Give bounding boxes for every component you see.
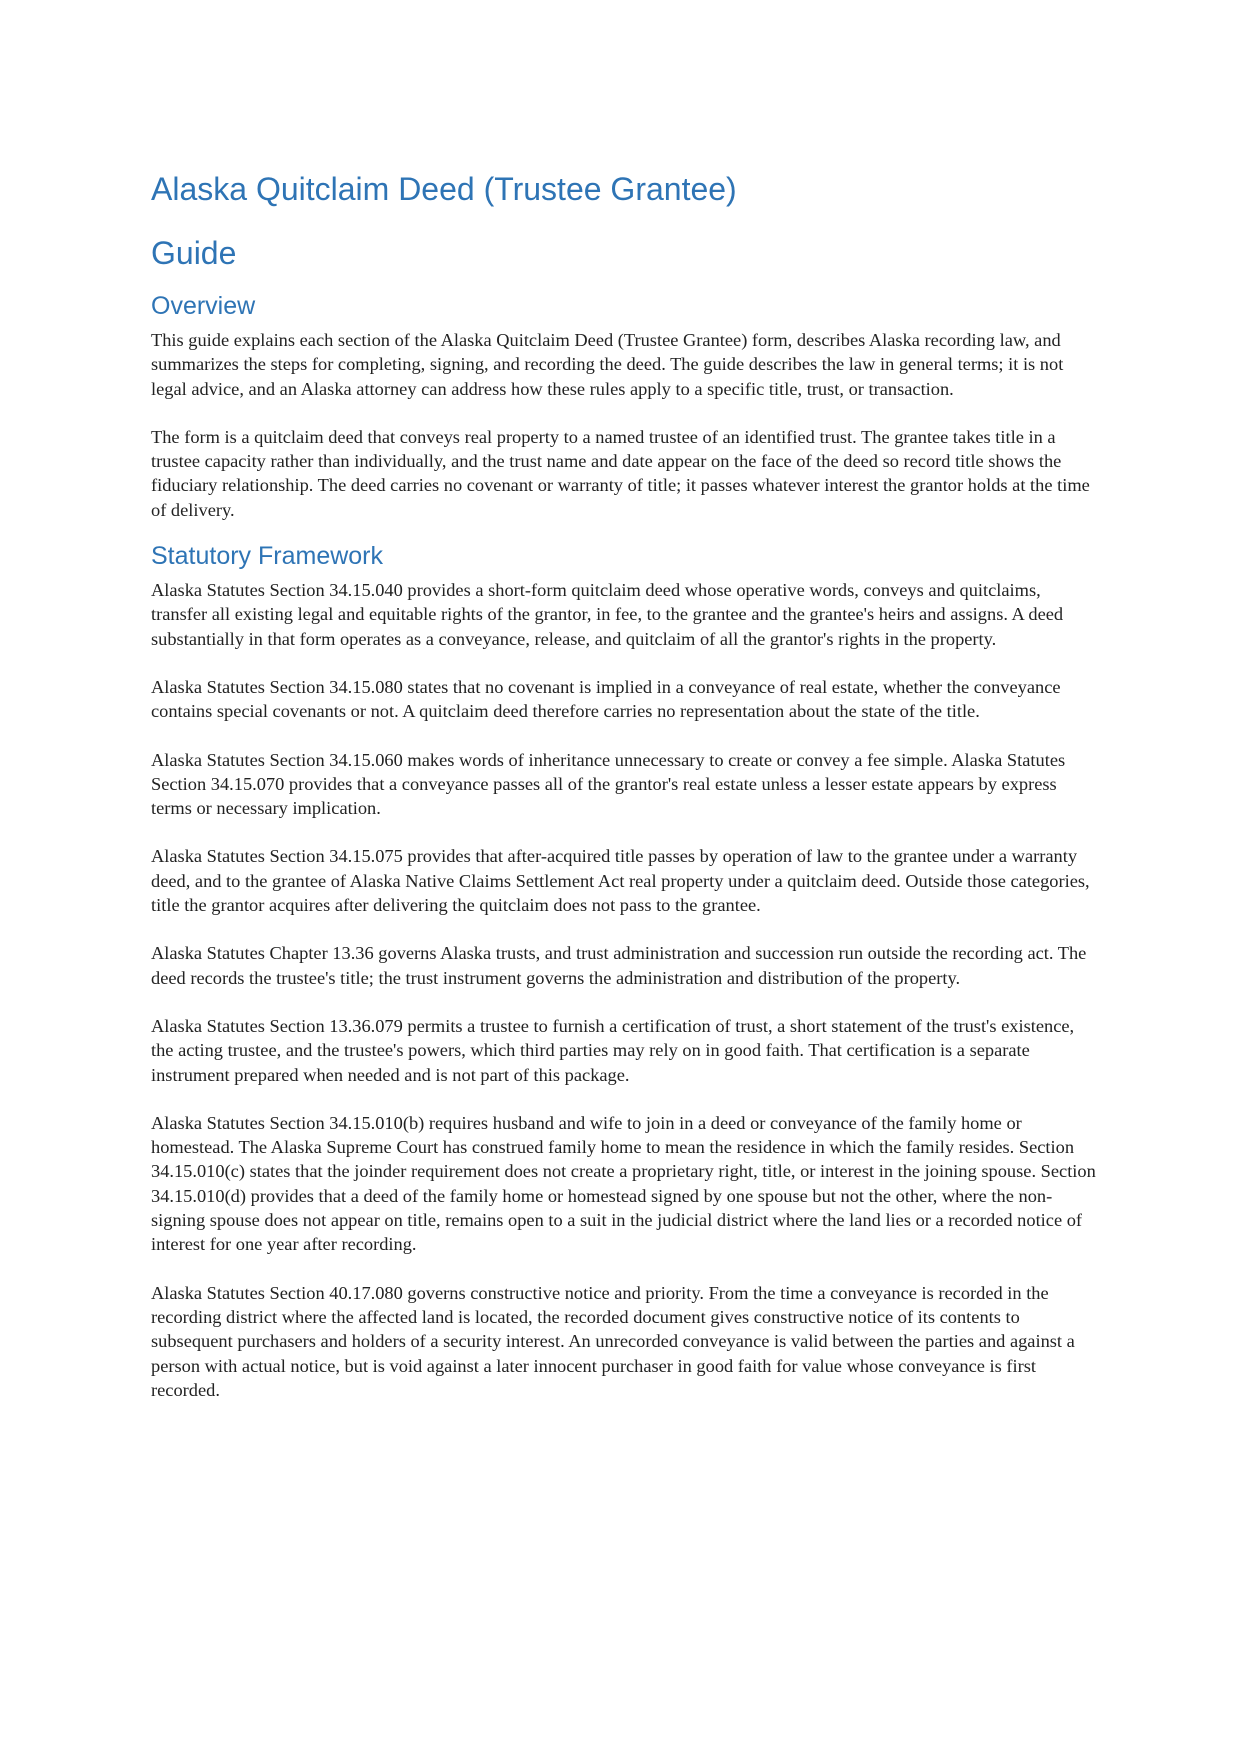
statute-paragraph: Alaska Statutes Section 13.36.079 permits a trustee to furnish a certification of trust, a short statement of the trust's existence, the acting trustee, and the trustee's powers, which third parties may rely on in good faith. That certification is a separate instrument prepared when needed and is not part of this package. (151, 1015, 1075, 1085)
overview-paragraph: The form is a quitclaim deed that conveys real property to a named trustee of an identified trust. The grantee takes title in a trustee capacity rather than individually, and the trust name and date appear on the face of the deed so record title shows the fiduciary relationship. The deed carries no covenant or warranty of title; it passes whatever interest the grantor holds at the time of delivery. (151, 426, 1090, 520)
statute-paragraph: Alaska Statutes Section 34.15.075 provides that after-acquired title passes by operation of law to the grantee under a warranty deed, and to the grantee of Alaska Native Claims Settlement Act real property under a quitclaim deed. Outside those categories, title the grantor acquires after delivering the quitclaim does not pass to the grantee. (151, 846, 1090, 916)
statute-paragraph: Alaska Statutes Section 34.15.010(b) requires husband and wife to join in a deed or conveyance of the family home or homestead. The Alaska Supreme Court has construed family home to mean the residence in which the family resides. Section 34.15.010(c) states that the joinder requirement does not create a proprietary right, title, or interest in the joining spouse. Section 34.15.010(d) provides that a deed of the family home or homestead signed by one spouse but not the other, where the non-signing spouse does not appear on title, remains open to a suit in the judicial district where the land lies or a recorded notice of interest for one year after recording. (151, 1112, 1096, 1255)
document-body (151, 170, 1099, 1426)
document-title: Alaska Quitclaim Deed (Trustee Grantee) (151, 171, 737, 207)
statute-paragraph: Alaska Statutes Section 40.17.080 governs constructive notice and priority. From the time a conveyance is recorded in the recording district where the affected land is located, the recorded document gives constructive notice of its contents to subsequent purchasers and holders of a security interest. An unrecorded conveyance is valid between the parties and against a person with actual notice, but is void against a later innocent purchaser in good faith for value whose conveyance is first recorded. (151, 1282, 1075, 1400)
document-subtitle: Guide (151, 235, 237, 271)
statutory-framework-heading: Statutory Framework (151, 542, 384, 571)
statutory-framework-section (151, 541, 1099, 1402)
statute-paragraph: Alaska Statutes Section 34.15.060 makes words of inheritance unnecessary to create or convey a fee simple. Alaska Statutes Section 34.15.070 provides that a conveyance passes all of the grantor's real estate unless a lesser estate appears by express terms or necessary implication. (151, 749, 1066, 819)
overview-paragraph: This guide explains each section of the Alaska Quitclaim Deed (Trustee Grantee) form, describes Alaska recording law, and summarizes the steps for completing, signing, and recording the deed. The guide describes the law in general terms; it is not legal advice, and an Alaska attorney can address how these rules apply to a specific title, trust, or transaction. (151, 330, 1064, 399)
overview-heading: Overview (151, 292, 256, 320)
statute-paragraph: Alaska Statutes Section 34.15.040 provides a short-form quitclaim deed whose operative words, conveys and quitclaims, transfer all existing legal and equitable rights of the grantor, in fee, to the grantee and the grantee's heirs and assigns. A deed substantially in that form operates as a conveyance, release, and quitclaim of all the grantor's rights in the property. (151, 580, 1064, 649)
statute-paragraph: Alaska Statutes Chapter 13.36 governs Alaska trusts, and trust administration and succession run outside the recording act. The deed records the trustee's title; the trust instrument governs the administration and distribution of the property. (151, 943, 1087, 988)
statute-paragraph: Alaska Statutes Section 34.15.080 states that no covenant is implied in a conveyance of real estate, whether the conveyance contains special covenants or not. A quitclaim deed therefore carries no representation about the state of the title. (151, 676, 1061, 722)
overview-section (151, 291, 1099, 522)
